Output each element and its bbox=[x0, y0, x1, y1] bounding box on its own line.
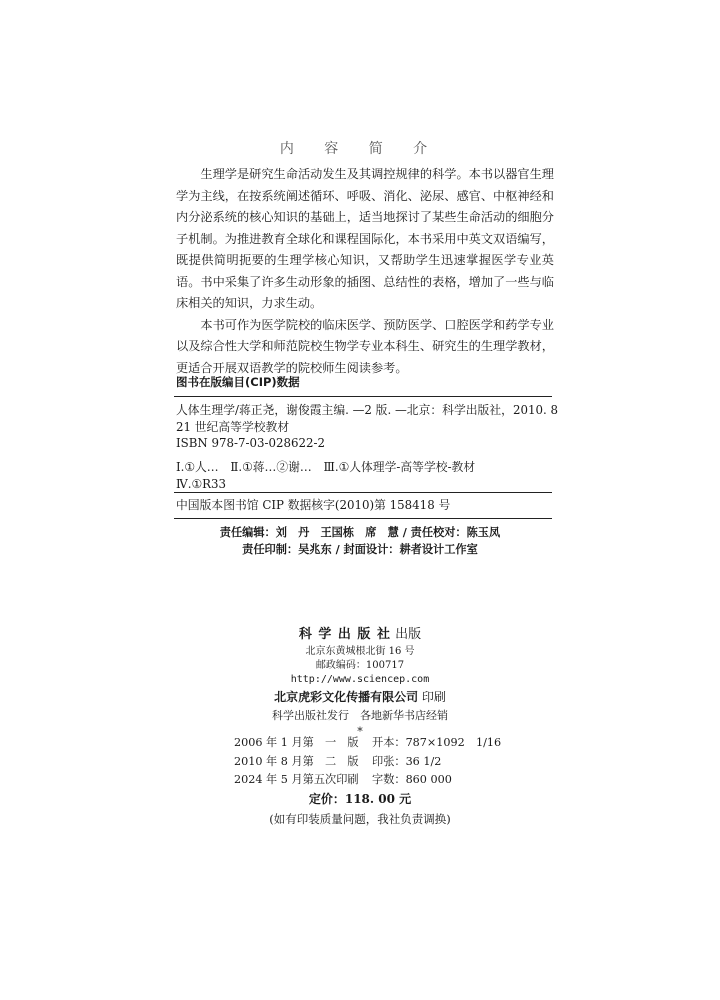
publisher-postcode: 邮政编码：100717 bbox=[315, 660, 405, 671]
edition-date: 2024 年 5 月第五次印刷 bbox=[234, 773, 359, 786]
publisher-name: 科 学 出 版 社 bbox=[298, 627, 391, 642]
printer-name: 北京虎彩文化传播有限公司 bbox=[274, 690, 419, 704]
edition-row bbox=[234, 771, 534, 790]
edition-row bbox=[234, 734, 534, 753]
edition-spec: 字数：860 000 bbox=[372, 773, 452, 786]
divider bbox=[174, 492, 552, 493]
publisher-block bbox=[0, 625, 720, 739]
edition-spec: 开本：787×1092 1/16 bbox=[372, 736, 502, 749]
cip-line-title: 人体生理学/蒋正尧，谢俊霞主编. —2 版. —北京：科学出版社，2010. 8 bbox=[176, 403, 558, 417]
cip-number bbox=[176, 497, 554, 514]
publisher-suffix: 出版 bbox=[395, 627, 422, 642]
price-block bbox=[0, 789, 720, 829]
divider bbox=[174, 518, 552, 519]
cip-line-series: 21 世纪高等学校教材 bbox=[176, 419, 290, 434]
cip-line-number: 中国版本图书馆 CIP 数据核字(2010)第 158418 号 bbox=[176, 498, 451, 512]
distribution-line: 科学出版社发行 各地新华书店经销 bbox=[272, 709, 448, 722]
price: 定价：118. 00 元 bbox=[308, 792, 412, 806]
edition-spec: 印张：36 1/2 bbox=[372, 754, 442, 768]
section-heading: 内 容 简 介 bbox=[279, 141, 441, 157]
divider bbox=[174, 396, 552, 397]
cip-record bbox=[176, 402, 558, 452]
credits bbox=[0, 524, 720, 558]
edition-date: 2006 年 1 月第 一 版 bbox=[234, 736, 359, 749]
cip-title: 图书在版编目(CIP)数据 bbox=[176, 375, 300, 389]
publisher-address: 北京东黄城根北街 16 号 bbox=[305, 646, 415, 657]
printer-line bbox=[0, 687, 720, 707]
quality-notice: (如有印装质量问题，我社负责调换) bbox=[269, 812, 451, 826]
edition-row bbox=[234, 753, 534, 772]
edition-date: 2010 年 8 月第 二 版 bbox=[234, 754, 359, 768]
edition-info bbox=[234, 734, 534, 790]
credits-editors: 责任编辑：刘 丹 王国栋 席 慧 / 责任校对：陈玉凤 bbox=[219, 525, 501, 539]
summary-section bbox=[176, 164, 554, 379]
separator-star: * bbox=[357, 725, 363, 738]
credits-production: 责任印制：吴兆东 / 封面设计：耕者设计工作室 bbox=[242, 542, 478, 556]
publisher-line bbox=[0, 625, 720, 645]
cip-line-subjects: Ⅰ.①人… Ⅱ.①蒋…②谢… Ⅲ.①人体理学-高等学校-教材 bbox=[176, 460, 476, 474]
summary-paragraph-2: 本书可作为医学院校的临床医学、预防医学、口腔医学和药学专业以及综合性大学和师范院校生物学专业本科生、研究生的生理学教材，更适合开展双语教学的院校师生阅读参考。 bbox=[176, 317, 554, 375]
cip-line-code: Ⅳ.①R33 bbox=[176, 476, 227, 491]
publisher-website: http://www.sciencep.com bbox=[290, 674, 430, 685]
summary-paragraph-1: 生理学是研究生命活动发生及其调控规律的科学。本书以器官生理学为主线，在按系统阐述循环、呼吸、消化、泌尿、感官、中枢神经和内分泌系统的核心知识的基础上，适当地探讨了某些生命活动的细胞分子机制。为推进教育全球化和课程国际化，本书采用中英文双语编写，既提供简明扼要的生理学核心知识，又帮助学生迅速掌握医学专业英语。书中采集了许多生动形象的插图、总结性的表格，增加了一些与临床相关的知识，力求生动。 bbox=[176, 167, 554, 310]
cip-line-isbn: ISBN 978-7-03-028622-2 bbox=[176, 436, 325, 450]
cip-classification bbox=[176, 459, 554, 492]
printer-suffix: 印刷 bbox=[421, 690, 446, 704]
